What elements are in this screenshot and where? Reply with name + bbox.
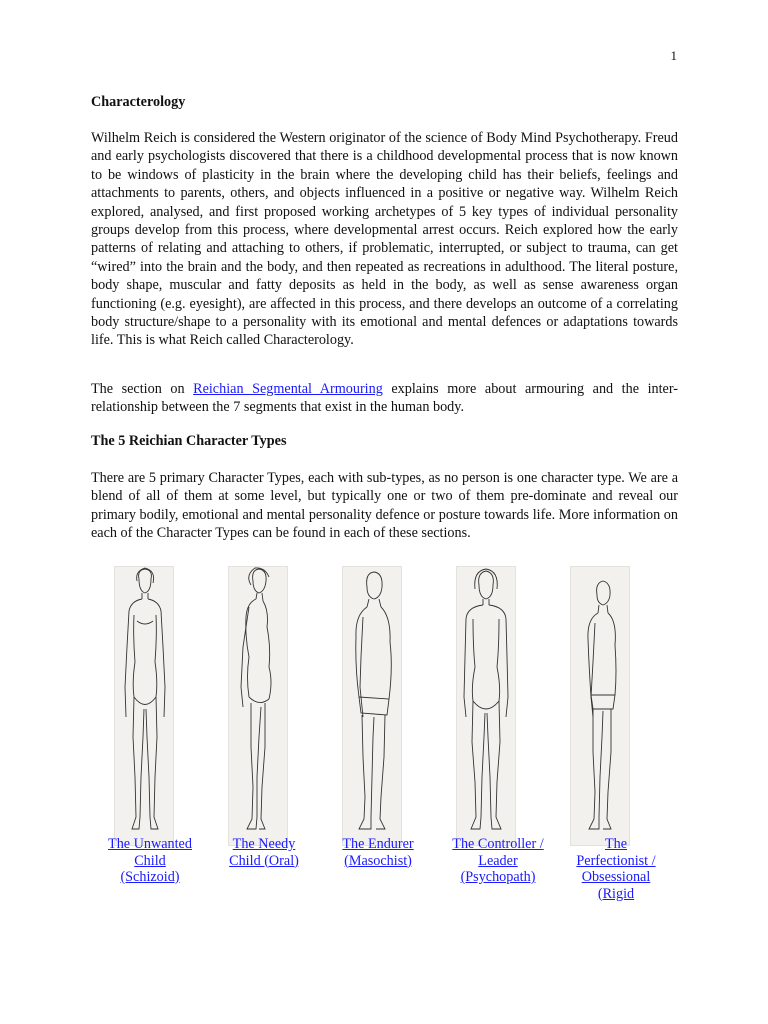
- caption-psychopath-line3: (Psychopath): [460, 869, 536, 885]
- caption-psychopath-line2: Leader: [478, 852, 518, 869]
- caption-masochist: [334, 836, 422, 869]
- paragraph-intro: Wilhelm Reich is considered the Western originator of the science of Body Mind Psychotherapy. Freud and early psychologists discovered that there is a childhood developmental process that is now known to be windows of plasticity in the brain where the developing child has their beliefs, feelings and attachments to parents, others, and objects influenced in a positive or negative way. Wilhelm Reich explored, analysed, and first proposed working archetypes of 5 key types of individual personality groups develop from this process, where developmental arrest occurs. Reich explored how the early patterns of relating and attaching to others, if problematic, interrupted, or subject to trauma, can get “wired” into the brain and the body, and then repeated as recreations in adulthood. The literal posture, body shape, muscular and fatty deposits as held in the body, as well as sense awareness organ functioning (e.g. eyesight), are affected in this process, and there develops an outcome of a correlating body structure/shape to a personality with its emotional and mental defences or adaptations towards life. This is what Reich called Characterology.: [91, 130, 678, 349]
- caption-rigid-line1: The: [604, 836, 628, 852]
- caption-schizoid-link[interactable]: [108, 836, 192, 885]
- paragraph-character-types: There are 5 primary Character Types, each with sub-types, as no person is one character type. We are a blend of all of them at some level, but typically one or two of them pre-dominate and reveal our primary bodily, emotional and mental personality defence or posture towards life. More information on each of the Character Types can be found in each of these sections.: [91, 470, 678, 542]
- caption-masochist-line2: (Masochist): [344, 852, 412, 869]
- caption-psychopath-line1: The Controller /: [452, 836, 544, 852]
- link-reichian-segmental-armouring[interactable]: Reichian Segmental Armouring: [193, 381, 383, 397]
- figure-rigid: [570, 566, 630, 846]
- figure-schizoid-drawing: [115, 567, 173, 845]
- caption-masochist-link[interactable]: [342, 836, 413, 869]
- caption-schizoid: [100, 836, 200, 886]
- figure-psychopath-drawing: [457, 567, 515, 845]
- caption-rigid-link[interactable]: [576, 836, 655, 902]
- figure-psychopath: [456, 566, 516, 846]
- figure-oral-drawing: [229, 567, 287, 845]
- caption-schizoid-line1: The Unwanted: [108, 836, 192, 852]
- caption-rigid: [566, 836, 666, 902]
- caption-rigid-line2: Perfectionist /: [576, 852, 656, 869]
- caption-psychopath: [442, 836, 554, 886]
- figure-schizoid: [114, 566, 174, 846]
- page-number: 1: [670, 48, 677, 63]
- caption-oral-link[interactable]: [229, 836, 299, 869]
- paragraph-armouring-after: explains more about armouring and the inter-relationship between the 7 segments that exist in the human body.: [91, 381, 679, 416]
- heading-character-types: The 5 Reichian Character Types: [91, 433, 287, 449]
- figure-rigid-drawing: [571, 567, 629, 845]
- figure-oral: [228, 566, 288, 846]
- figure-masochist: [342, 566, 402, 846]
- caption-oral-line2: Child (Oral): [229, 852, 299, 869]
- caption-masochist-line1: The Endurer: [342, 836, 414, 852]
- caption-oral-line1: The Needy: [232, 836, 296, 852]
- caption-rigid-line3: Obsessional: [581, 869, 651, 885]
- caption-oral: [218, 836, 310, 869]
- caption-rigid-line4: (Rigid: [597, 885, 635, 902]
- caption-schizoid-line2: Child: [134, 852, 166, 869]
- caption-schizoid-line3: (Schizoid): [120, 869, 180, 885]
- character-figures: [100, 566, 670, 846]
- caption-psychopath-link[interactable]: [452, 836, 543, 885]
- heading-characterology: Characterology: [91, 94, 186, 110]
- paragraph-armouring: [91, 380, 678, 417]
- paragraph-armouring-before: The section on: [91, 381, 194, 397]
- figure-masochist-drawing: [343, 567, 401, 845]
